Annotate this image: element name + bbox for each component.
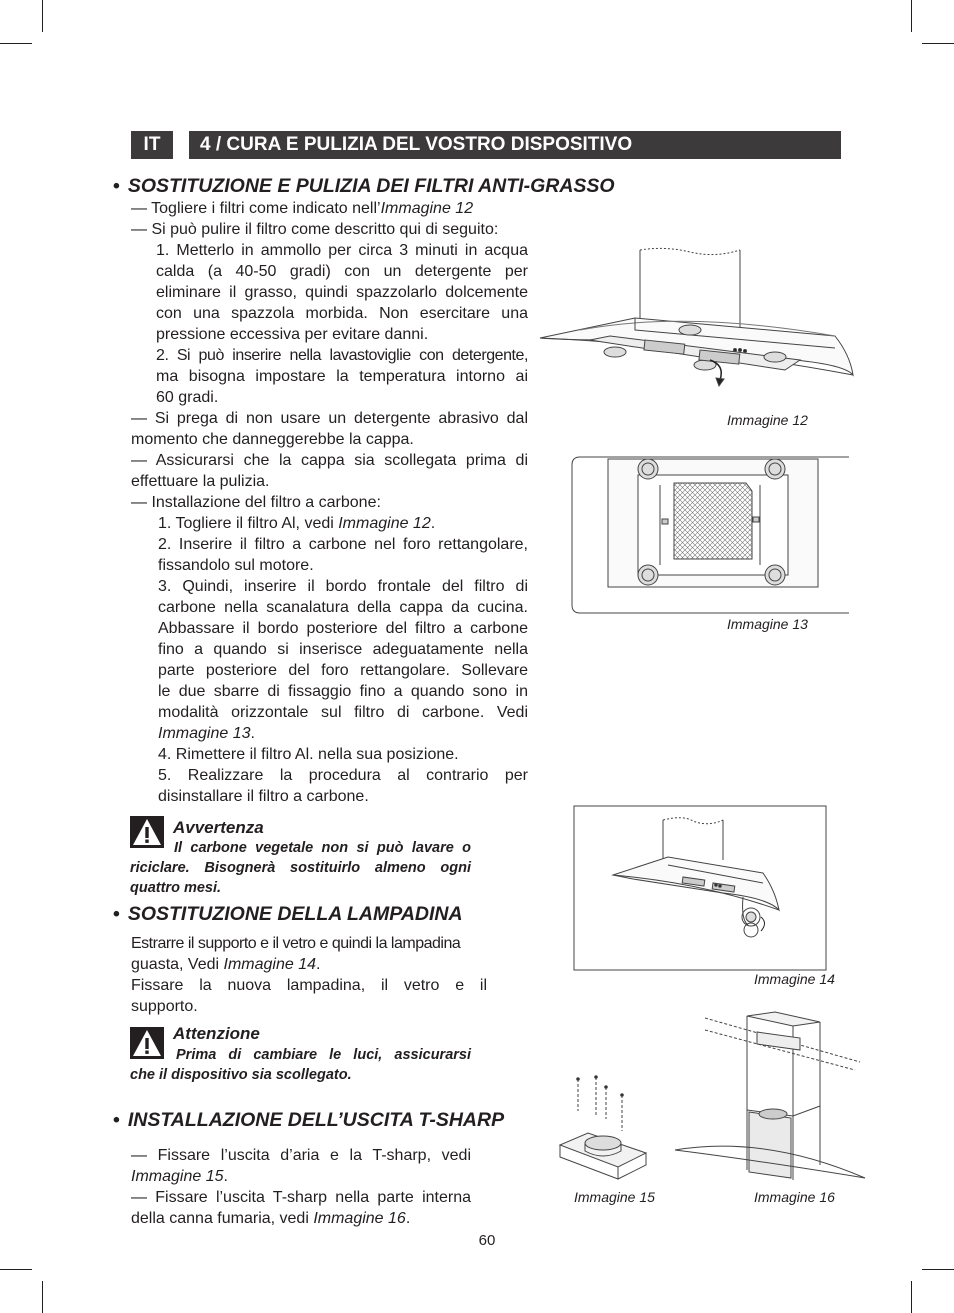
- warning-title: Attenzione: [173, 1024, 260, 1043]
- text-line: disinstallare il filtro a carbone.: [158, 788, 369, 805]
- text-line: effettuare la pulizia.: [131, 473, 270, 490]
- figure-ref: Immagine 16: [313, 1210, 406, 1227]
- text-span: — Togliere i filtri come indicato nell’: [131, 200, 381, 217]
- chapter-title: 4 / CURA E PULIZIA DEL VOSTRO DISPOSITIVO: [189, 131, 841, 159]
- figure-caption: Immagine 15: [574, 1189, 655, 1205]
- figure-16-chimney-illustration: [665, 1010, 870, 1190]
- crop-mark: [911, 0, 912, 32]
- warning-body: [130, 838, 471, 898]
- text-line: che il dispositivo sia scollegato.: [130, 1067, 352, 1083]
- text-line: parte posteriore del foro rettangolare. Sollevare: [158, 662, 528, 679]
- crop-mark: [922, 43, 954, 44]
- crop-mark: [0, 43, 32, 44]
- section-title-tsharp: [113, 1109, 504, 1132]
- text-line: supporto.: [131, 998, 198, 1015]
- figure-ref: Immagine 15: [131, 1168, 224, 1185]
- text-span: .: [250, 725, 255, 742]
- text-line: fissandolo sul motore.: [158, 557, 314, 574]
- figure-12-hood-illustration: [535, 240, 855, 410]
- language-tab: IT: [131, 131, 173, 159]
- text-span: 1. Togliere il filtro Al, vedi: [158, 515, 339, 532]
- filters-body: [131, 198, 528, 807]
- figure-ref: Immagine 13: [158, 725, 251, 742]
- text-line: — Assicurarsi che la cappa sia scollegata prima di: [131, 452, 528, 469]
- figure-caption: Immagine 14: [754, 971, 835, 987]
- text-line: pressione eccessiva per evitare danni.: [156, 326, 429, 343]
- text-line: [131, 1166, 471, 1187]
- text-line: 1. Metterlo in ammollo per circa 3 minuti in acqua: [156, 242, 528, 259]
- figure-caption: Immagine 16: [754, 1189, 835, 1205]
- text-line: [158, 513, 528, 534]
- text-line: — Si può pulire il filtro come descritto qui di seguito:: [131, 221, 499, 238]
- text-line: [158, 723, 528, 744]
- text-line: ma bisogna impostare la temperatura intorno ai: [156, 368, 528, 385]
- step-2: [131, 345, 528, 408]
- text-line: modalità orizzontale sul filtro di carbone. Vedi: [158, 704, 528, 721]
- bullet: •: [113, 175, 120, 197]
- figure-ref: Immagine 14: [223, 956, 317, 973]
- text-line: 5. Realizzare la procedura al contrario per: [158, 767, 528, 784]
- warning-title: Avvertenza: [173, 818, 264, 837]
- section-title-filters: [113, 175, 615, 198]
- figure-15-outlet-illustration: [558, 1075, 648, 1180]
- text-line: carbone nella scanalatura della cappa da cucina.: [158, 599, 528, 616]
- section-title-lamp: [113, 903, 463, 926]
- section-title-text: SOSTITUZIONE DELLA LAMPADINA: [127, 903, 463, 925]
- text-span: .: [430, 515, 436, 532]
- section-title-text: INSTALLAZIONE DELL’USCITA T-SHARP: [127, 1109, 505, 1131]
- figure-ref: Immagine 12: [338, 515, 431, 532]
- text-line: Il carbone vegetale non si può lavare o: [174, 840, 471, 856]
- figure-caption: Immagine 12: [727, 412, 808, 428]
- text-span: guasta, Vedi: [131, 956, 224, 973]
- tsharp-body: [131, 1145, 471, 1229]
- text-span: .: [316, 956, 321, 973]
- text-span: .: [405, 1210, 411, 1227]
- figure-13-filter-illustration: [570, 455, 852, 615]
- text-line: [131, 198, 528, 219]
- warning-body: [130, 1045, 471, 1085]
- figure-ref: Immagine 12: [380, 200, 474, 217]
- text-line: [131, 954, 487, 975]
- figure-14-lamp-illustration: [573, 805, 828, 973]
- text-line: — Si prega di non usare un detergente abrasivo dal: [131, 410, 528, 427]
- crop-mark: [922, 1269, 954, 1270]
- text-line: — Fissare l’uscita d’aria e la T-sharp, vedi: [131, 1147, 471, 1164]
- text-line: Estrarre il supporto e il vetro e quindi la lampadina: [131, 935, 461, 952]
- carbon-steps: [131, 513, 528, 807]
- text-line: eliminare il grasso, quindi spazzolarlo dolcemente: [156, 284, 528, 301]
- text-line: con una spazzola morbida. Non esercitare una: [156, 305, 528, 322]
- text-line: Prima di cambiare le luci, assicurarsi: [176, 1047, 471, 1063]
- text-line: 3. Quindi, inserire il bordo frontale del filtro di: [158, 578, 528, 595]
- crop-mark: [911, 1281, 912, 1313]
- text-span: della canna fumaria, vedi: [131, 1210, 314, 1227]
- section-title-text: SOSTITUZIONE E PULIZIA DEI FILTRI ANTI-GRASSO: [127, 175, 615, 197]
- text-line: 2. Si può inserire nella lavastoviglie con detergente,: [156, 347, 528, 364]
- text-line: — Fissare l’uscita T-sharp nella parte interna: [131, 1189, 471, 1206]
- text-line: Abbassare il bordo posteriore del filtro a carbone: [158, 620, 528, 637]
- step-1: [131, 240, 528, 345]
- text-line: Fissare la nuova lampadina, il vetro e il: [131, 977, 487, 994]
- text-line: fino a quando si inserisce adeguatamente nella: [158, 641, 528, 658]
- text-line: quattro mesi.: [130, 880, 222, 896]
- bullet: •: [113, 1109, 120, 1131]
- text-line: — Installazione del filtro a carbone:: [131, 494, 381, 511]
- bullet: •: [113, 903, 120, 925]
- text-line: 2. Inserire il filtro a carbone nel foro rettangolare,: [158, 536, 528, 553]
- crop-mark: [42, 1281, 43, 1313]
- text-line: le due sbarre di fissaggio fino a quando sono in: [158, 683, 528, 700]
- text-span: .: [223, 1168, 228, 1185]
- text-line: calda (a 40-50 gradi) con un detergente per: [156, 263, 528, 280]
- text-line: 4. Rimettere il filtro Al. nella sua posizione.: [158, 746, 459, 763]
- text-line: 60 gradi.: [156, 389, 219, 406]
- page-number: 60: [478, 1232, 496, 1249]
- text-line: riciclare. Bisognerà sostituirlo almeno ogni: [130, 860, 471, 876]
- crop-mark: [42, 0, 43, 32]
- lamp-body: [131, 933, 487, 1017]
- crop-mark: [0, 1269, 32, 1270]
- text-line: momento che danneggerebbe la cappa.: [131, 431, 414, 448]
- figure-caption: Immagine 13: [727, 616, 808, 632]
- text-line: [131, 1208, 471, 1229]
